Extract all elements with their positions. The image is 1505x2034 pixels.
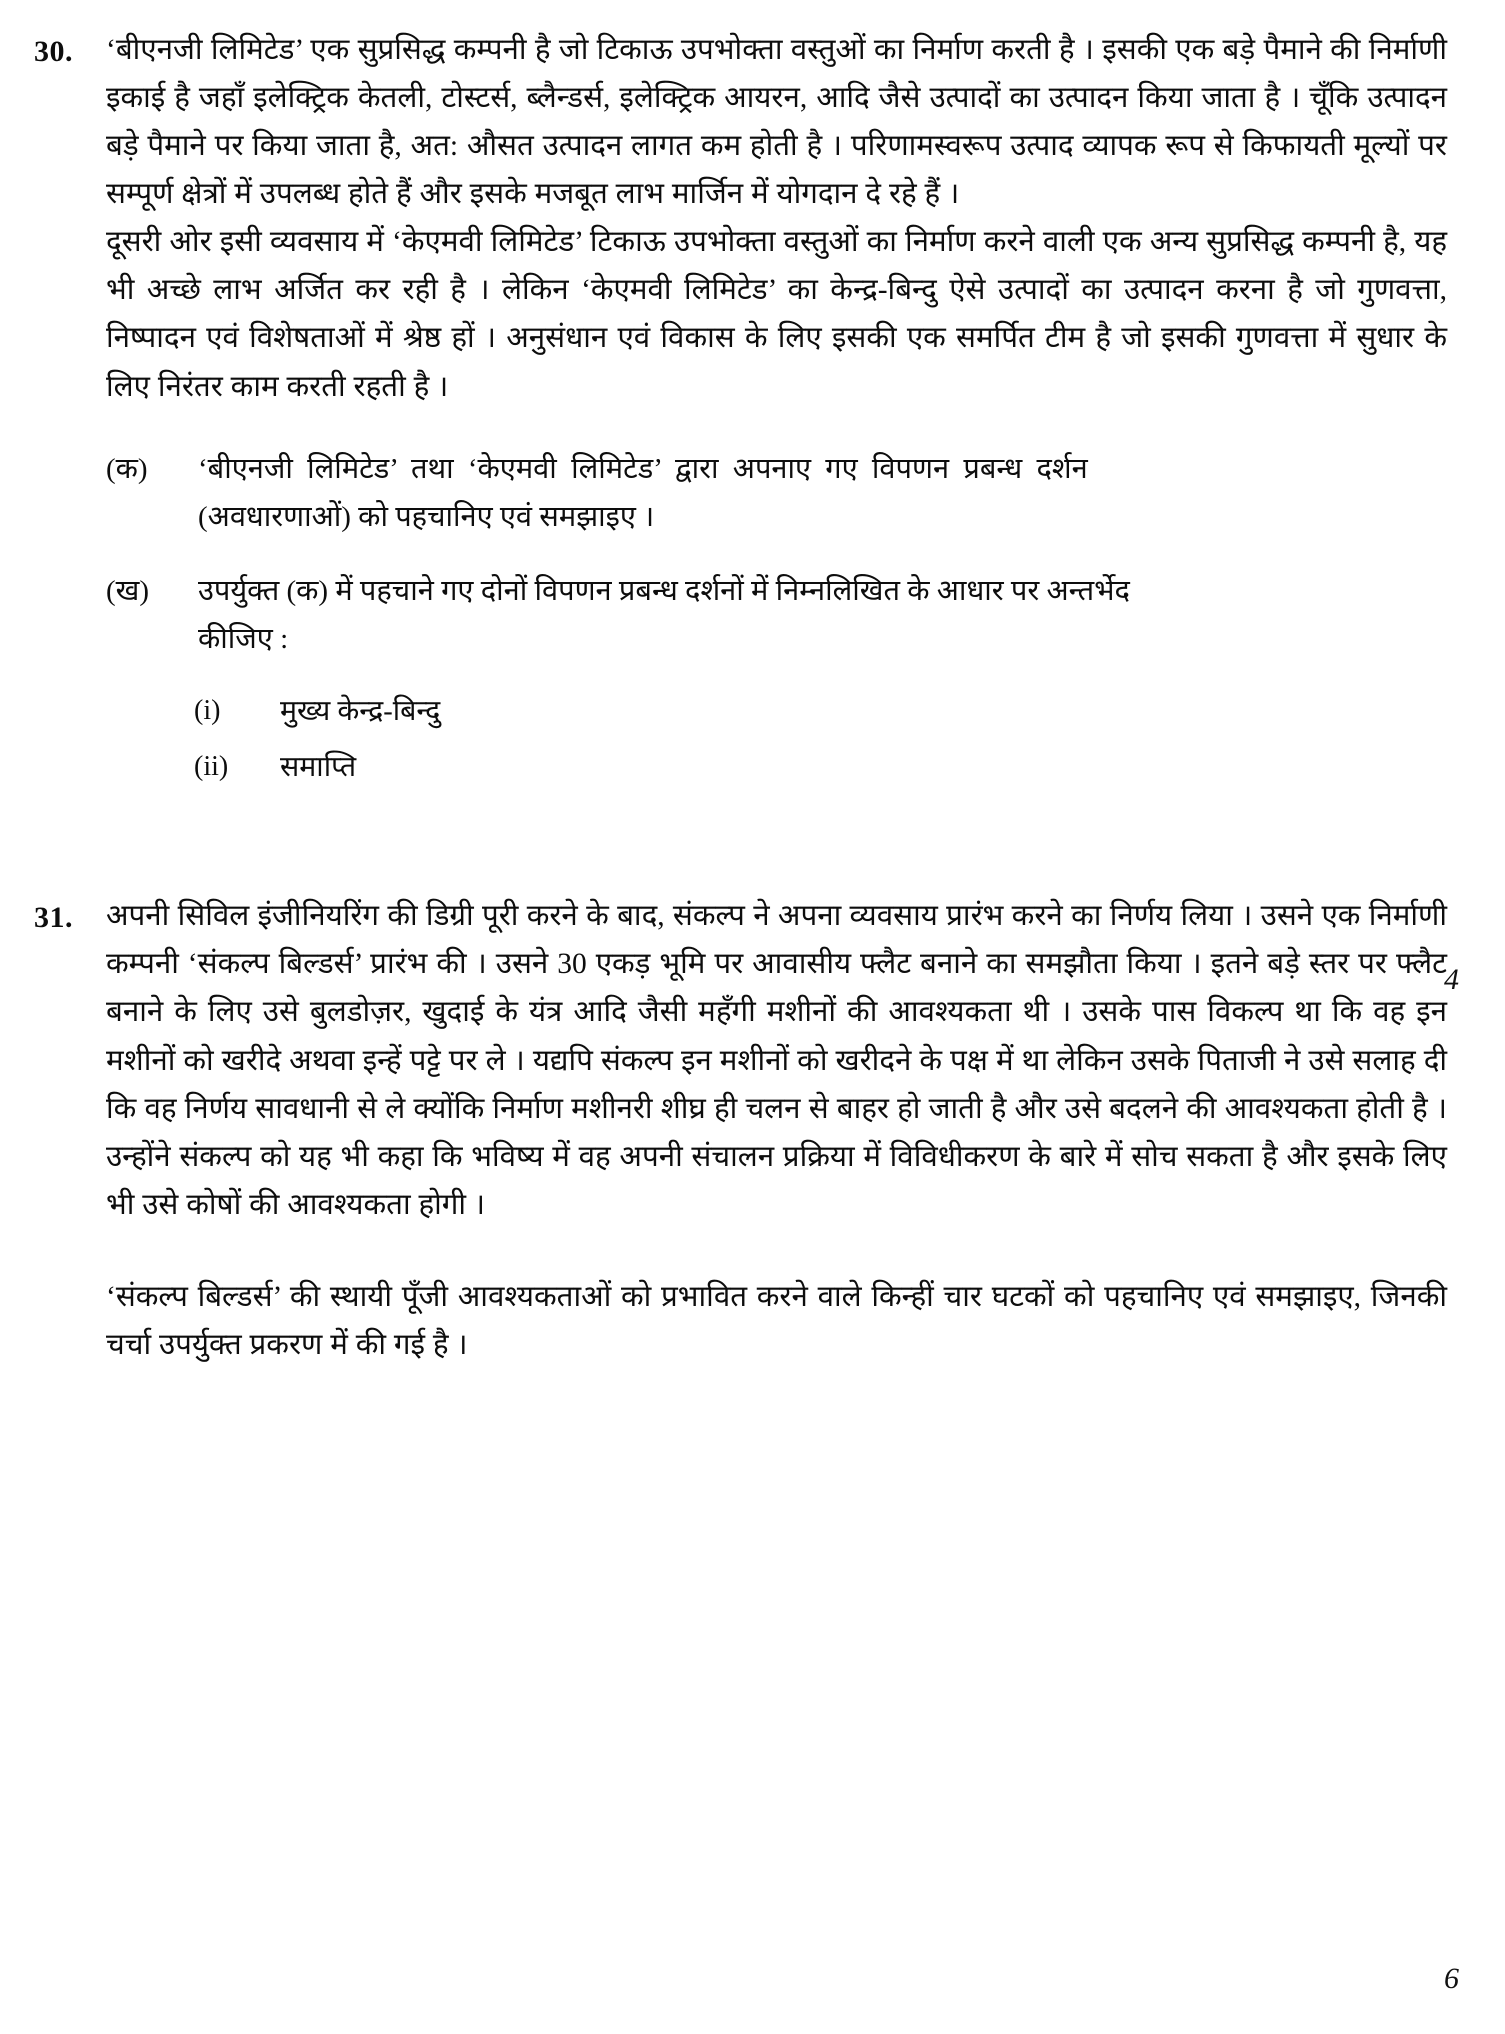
question-30-subpart-kha: [106, 567, 1447, 663]
roman-item-i-label: (i): [194, 695, 221, 727]
subpart-ka-line-1: ‘बीएनजी लिमिटेड’ तथा ‘केएमवी लिमिटेड’ द्वारा अपनाए गए विपणन प्रबन्ध दर्शन: [198, 452, 1088, 485]
question-30-subparts: [106, 445, 1447, 791]
roman-item-i-text: मुख्य केन्द्र-बिन्दु: [280, 696, 441, 728]
question-31-paragraph-1: अपनी सिविल इंजीनियरिंग की डिग्री पूरी करने के बाद, संकल्प ने अपना व्यवसाय प्रारंभ करने का निर्णय लिया । उसने एक निर्माणी कम्पनी ‘संकल्प बिल्डर्स’ प्रारंभ की । उसने 30 एकड़ भूमि पर आवासीय फ्लैट बनाने का समझौता किया । इतने बड़े स्तर पर फ्लैट बनाने के लिए उसे बुलडोज़र, खुदाई के यंत्र आदि जैसी महँगी मशीनों की आवश्यकता थी । उसके पास विकल्प था कि वह इन मशीनों को खरीदे अथवा इन्हें पट्टे पर ले । यद्यपि संकल्प इन मशीनों को खरीदने के पक्ष में था लेकिन उसके पिताजी ने उसे सलाह दी कि वह निर्णय सावधानी से ले क्योंकि निर्माण मशीनरी शीघ्र ही चलन से बाहर हो जाती है और उसे बदलने की आवश्यकता होती है । उन्होंने संकल्प को यह भी कहा कि भविष्य में वह अपनी संचालन प्रक्रिया में विविधीकरण के बारे में सोच सकता है और इसके लिए भी उसे कोषों की आवश्यकता होगी ।: [106, 900, 1447, 1221]
subpart-kha-label: (ख): [106, 574, 150, 607]
roman-item-ii-label: (ii): [194, 750, 229, 782]
roman-item-ii-text: समाप्ति: [280, 751, 357, 783]
roman-item-i: [194, 689, 1447, 735]
question-30-roman-list: [194, 689, 1447, 790]
question-31-paragraph-2: ‘संकल्प बिल्डर्स’ की स्थायी पूँजी आवश्यकताओं को प्रभावित करने वाले किन्हीं चार घटकों को पहचानिए एवं समझाइए, जिनकी चर्चा उपर्युक्त प्रकरण में की गई है ।: [106, 1280, 1447, 1361]
question-31-number: 31.: [34, 901, 73, 935]
question-31-body: [106, 892, 1447, 1369]
subpart-ka-line-2: (अवधारणाओं) को पहचानिए एवं समझाइए ।: [198, 500, 655, 533]
subpart-kha-line-1: उपर्युक्त (क) में पहचाने गए दोनों विपणन प्रबन्ध दर्शनों में निम्नलिखित के आधार पर अन्तर्भेद: [198, 574, 1130, 607]
question-spacer: [34, 800, 1447, 892]
subpart-ka-text: [198, 445, 1447, 541]
subpart-ka-label: (क): [106, 452, 148, 485]
question-30: [34, 26, 1447, 800]
question-30-body: [106, 26, 1447, 800]
subpart-kha-line-2: कीजिए :: [198, 623, 289, 655]
question-30-paragraph-2: दूसरी ओर इसी व्यवसाय में ‘केएमवी लिमिटेड’ टिकाऊ उपभोक्ता वस्तुओं का निर्माण करने वाली एक अन्य सुप्रसिद्ध कम्पनी है, यह भी अच्छे लाभ अर्जित कर रही है । लेकिन ‘केएमवी लिमिटेड’ का केन्द्र-बिन्दु ऐसे उत्पादों का उत्पादन करना है जो गुणवत्ता, निष्पादन एवं विशेषताओं में श्रेष्ठ हों । अनुसंधान एवं विकास के लिए इसकी एक समर्पित टीम है जो इसकी गुणवत्ता में सुधार के लिए निरंतर काम करती रहती है ।: [106, 226, 1447, 403]
question-30-number: 30.: [34, 35, 73, 68]
marks-question-30: 4: [1444, 963, 1459, 996]
subpart-kha-text: [198, 567, 1447, 663]
roman-item-ii: [194, 745, 1447, 791]
question-31: [34, 892, 1447, 1369]
question-30-subpart-ka: [106, 445, 1447, 541]
paragraph-spacer: [106, 1229, 1447, 1273]
marks-question-31: 6: [1444, 1962, 1459, 1995]
question-30-paragraph-1: ‘बीएनजी लिमिटेड’ एक सुप्रसिद्ध कम्पनी है जो टिकाऊ उपभोक्ता वस्तुओं का निर्माण करती है । इसकी एक बड़े पैमाने की निर्माणी इकाई है जहाँ इलेक्ट्रिक केतली, टोस्टर्स, ब्लैन्डर्स, इलेक्ट्रिक आयरन, आदि जैसे उत्पादों का उत्पादन किया जाता है । चूँकि उत्पादन बड़े पैमाने पर किया जाता है, अत: औसत उत्पादन लागत कम होती है । परिणामस्वरूप उत्पाद व्यापक रूप से किफायती मूल्यों पर सम्पूर्ण क्षेत्रों में उपलब्ध होते हैं और इसके मजबूत लाभ मार्जिन में योगदान दे रहे हैं ।: [106, 34, 1447, 211]
